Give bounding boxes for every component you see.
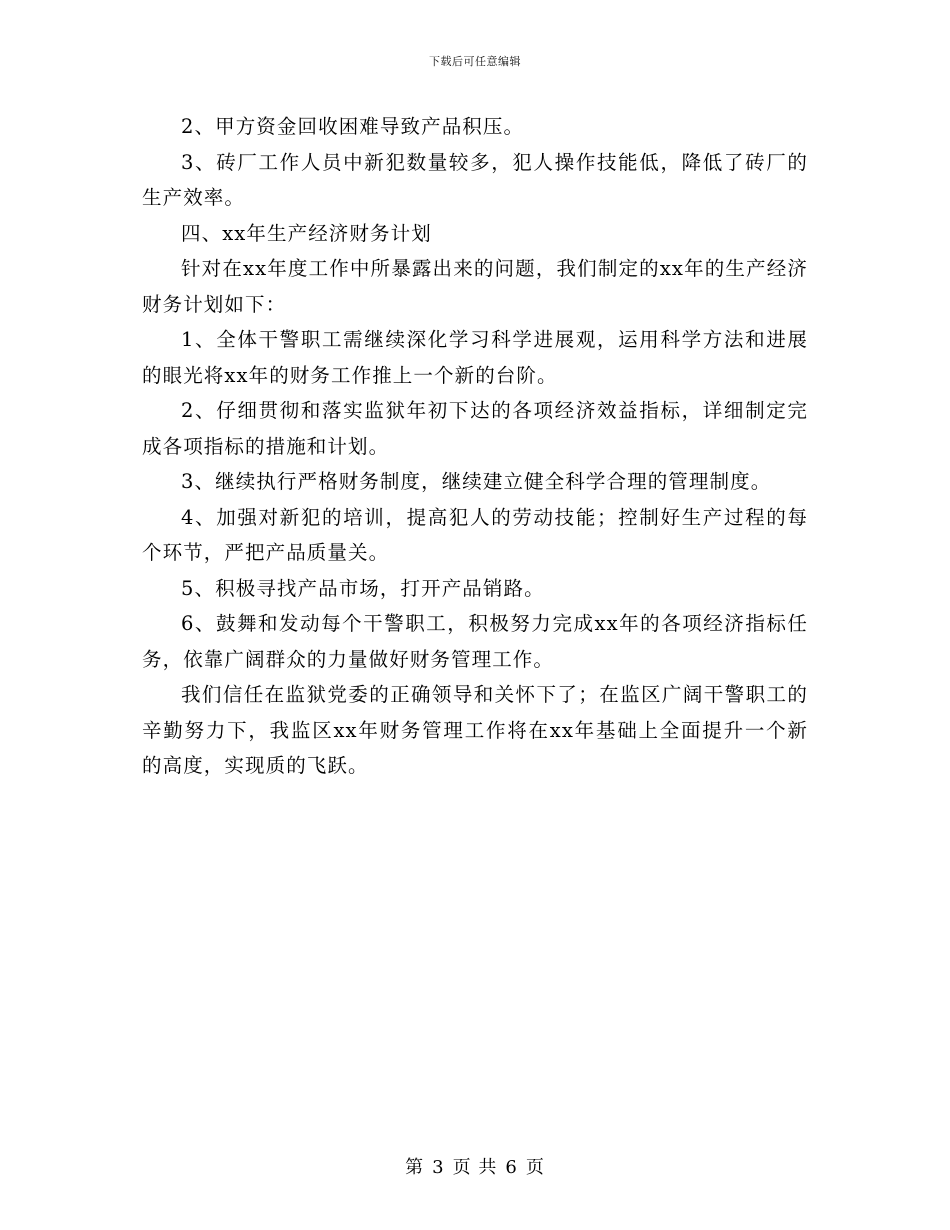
- paragraph-item-3-workers: 3、砖厂工作人员中新犯数量较多，犯人操作技能低，降低了砖厂的生产效率。: [142, 150, 808, 209]
- paragraph-plan-intro: 针对在xx年度工作中所暴露出来的问题，我们制定的xx年的生产经济财务计划如下：: [142, 257, 808, 316]
- section-heading-plan: 四、xx年生产经济财务计划: [181, 221, 432, 245]
- footer-total-pages: 6: [505, 1157, 518, 1178]
- closing-paragraph: 我们信任在监狱党委的正确领导和关怀下了；在监区广阔干警职工的辛勤努力下，我监区xx年财务管理工作将在xx年基础上全面提升一个新的高度，实现质的飞跃。: [142, 683, 808, 777]
- plan-item-6: 6、鼓舞和发动每个干警职工，积极努力完成xx年的各项经济指标任务，依靠广阔群众的力量做好财务管理工作。: [142, 612, 808, 671]
- footer-middle: 页 共: [452, 1157, 498, 1178]
- paragraph-item-2-collection: 2、甲方资金回收困难导致产品积压。: [181, 115, 525, 138]
- page-header: 下载后可任意编辑: [429, 55, 521, 68]
- plan-item-2: 2、仔细贯彻和落实监狱年初下达的各项经济效益指标，详细制定完成各项指标的措施和计划。: [142, 399, 808, 458]
- plan-item-5: 5、积极寻找产品市场，打开产品销路。: [181, 576, 545, 600]
- plan-item-1: 1、全体干警职工需继续深化学习科学进展观，运用科学方法和进展的眼光将xx年的财务工作推上一个新的台阶。: [142, 328, 808, 387]
- page-footer: [0, 1153, 950, 1179]
- plan-item-4: 4、加强对新犯的培训，提高犯人的劳动技能；控制好生产过程的每个环节，严把产品质量关。: [142, 505, 808, 564]
- plan-item-3: 3、继续执行严格财务制度，继续建立健全科学合理的管理制度。: [181, 470, 772, 493]
- footer-suffix: 页: [525, 1157, 545, 1178]
- document-body: [142, 109, 808, 784]
- footer-page-number: 3: [432, 1157, 445, 1178]
- footer-prefix: 第: [405, 1157, 425, 1178]
